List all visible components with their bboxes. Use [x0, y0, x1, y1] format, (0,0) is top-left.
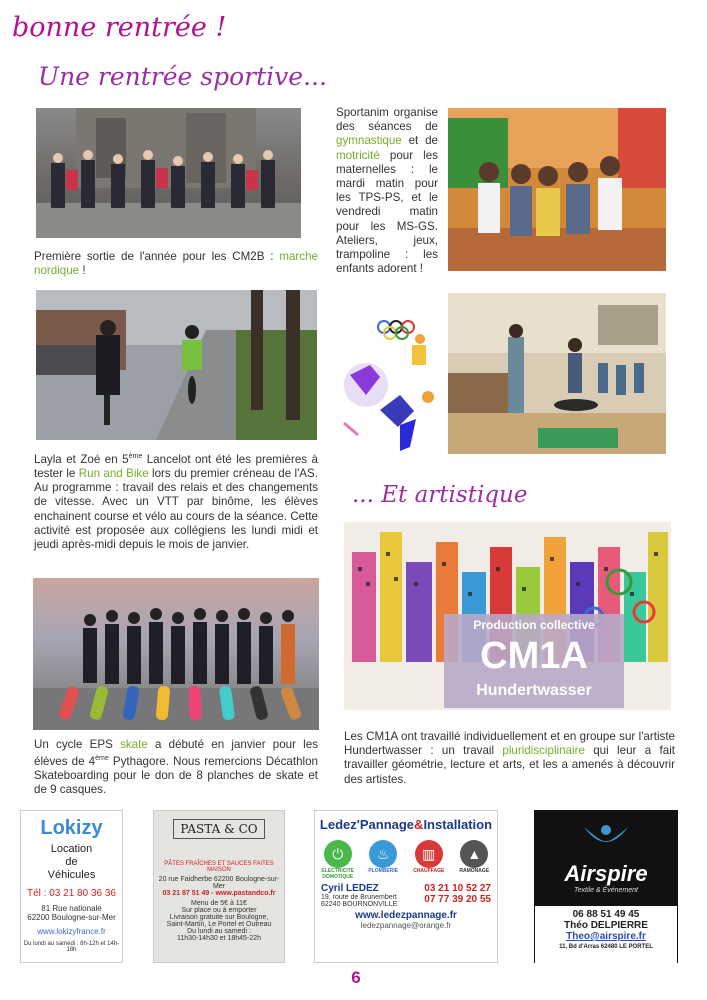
art-label-artist: Hundertwasser: [476, 682, 592, 699]
art-label-class: CM1A: [480, 635, 588, 677]
ledez-service-electricity: ⏻ ELECTRICITE DOMOTIQUE: [320, 840, 356, 880]
pasta-contact[interactable]: 03 21 87 51 49 - www.pastandco.fr: [162, 890, 276, 897]
photo-kindergarten-kids: [448, 108, 666, 271]
ledez-phone-1[interactable]: 03 21 10 52 27: [424, 883, 491, 894]
airspire-logo: Airspire: [564, 861, 648, 886]
faucet-icon: ♨: [369, 840, 397, 868]
airspire-contact-name: Théo DELPIERRE: [564, 920, 648, 931]
lokizy-website[interactable]: www.lokizyfrance.fr: [37, 927, 106, 936]
photo-nordic-walking: [36, 108, 301, 238]
photo-hundertwasser-art: [344, 522, 671, 710]
ledez-phone-2[interactable]: 07 77 39 20 55: [424, 894, 491, 905]
section-title-art: ... Et artistique: [352, 482, 528, 508]
radiator-icon: ▥: [415, 840, 443, 868]
sports-illustration: [340, 315, 446, 455]
photo-trampoline: [448, 293, 666, 454]
ad-pasta-and-co[interactable]: PASTA & CO PÂTES FRAÎCHES ET SAUCES FAITES MAISON 20 rue Faidherbe 62200 Boulogne-sur-Mer 03 21 87 51 49 - www.pastandco.fr Menu de 5€ à 11€ Sur place ou à emporter Livraison gratuite sur Boulogne, Saint-Martin, Le Portel et Outreau Du lundi au samedi : 11h30-14h30 et 18h45-22h: [153, 810, 285, 963]
page-number: 6: [351, 968, 361, 987]
ledez-website[interactable]: www.ledezpannage.fr: [355, 910, 457, 921]
ad-lokizy[interactable]: Lokizy Location de Véhicules Tél : 03 21 80 36 36 81 Rue nationale 62200 Boulogne-sur-Mer www.lokizyfrance.fr Du lundi au samedi : 8h-12h et 14h-18h: [20, 810, 123, 963]
ledez-services: [315, 840, 497, 880]
caption-run-and-bike: Layla et Zoé en 5ème Lancelot ont été les premières à tester le Run and Bike lors du premier créneau de l'AS. Au programme : travail des relais et des changements de vitesse. Avec un VTT par binôme, les élèves enchainent course et vélo au cours de la séance. Cette activité est proposée aux collégiens les lundi midi et jeudi après-midi depuis le mois de janvier.: [34, 452, 318, 552]
plug-icon: ⏻: [324, 840, 352, 868]
caption-gym: Sportanim organise des séances de gymnastique et de motricité pour les maternelles : le mardi matin pour les TPS-PS, et le vendredi matin pour les MS-GS. Ateliers, jeux, trampoline : les enfants adorent !: [336, 106, 438, 276]
ledez-logo: Ledez'Pannage&Installation: [319, 817, 493, 832]
ledez-service-heating: ▥ CHAUFFAGE: [411, 840, 447, 880]
page-title: bonne rentrée !: [12, 12, 227, 43]
ledez-email[interactable]: ledezpannage@orange.fr: [360, 921, 452, 930]
lokizy-logo: Lokizy: [40, 817, 103, 839]
ledez-contact-name: Cyril LEDEZ: [321, 883, 379, 894]
ad-ledez-pannage[interactable]: Ledez'Pannage&Installation ⏻ ELECTRICITE DOMOTIQUE ♨ PLOMBERIE ▥ CHAUFFAGE ▲ RAMONAGE Cyril LEDEZ 19, route de Brunembert 62240 BOURNONVILLE 03 21 10 52 27 07 77 39 20 55 www.ledezpannage.fr ledezpannage@orange.fr: [314, 810, 498, 963]
ledez-service-plumbing: ♨ PLOMBERIE: [365, 840, 401, 880]
pasta-logo: PASTA & CO: [173, 819, 264, 839]
airspire-phone[interactable]: 06 88 51 49 45: [572, 909, 640, 920]
flame-icon: ▲: [460, 840, 488, 868]
caption-nordic: Première sortie de l'année pour les CM2B : marche nordique !: [34, 250, 318, 278]
photo-skate: [33, 578, 319, 730]
lokizy-phone: Tél : 03 21 80 36 36: [27, 888, 116, 899]
photo-run-and-bike: [36, 290, 317, 440]
airspire-figure-icon: [576, 821, 636, 861]
ad-airspire[interactable]: Airspire Textile & Événement 06 88 51 49 45 Théo DELPIERRE Theo@airspire.fr 11, Bd d'Arras 62480 LE PORTEL: [534, 810, 678, 963]
ledez-service-sweeping: ▲ RAMONAGE: [456, 840, 492, 880]
caption-skate: Un cycle EPS skate a débuté en janvier pour les élèves de 4ème Pythagore. Nous remercions Décathlon Skateboarding pour le don de 8 planches de skate et de 9 casques.: [34, 738, 318, 797]
art-label-production: Production collective: [473, 618, 595, 632]
caption-cm1a: Les CM1A ont travaillé individuellement et en groupe sur l'artiste Hundertwasser : un travail pluridisciplinaire qui leur a fait travailler géométrie, lecture et arts, et les a amenés à découvrir des artistes.: [344, 730, 675, 786]
airspire-email[interactable]: Theo@airspire.fr: [566, 931, 646, 942]
section-title-sport: Une rentrée sportive...: [38, 62, 327, 91]
